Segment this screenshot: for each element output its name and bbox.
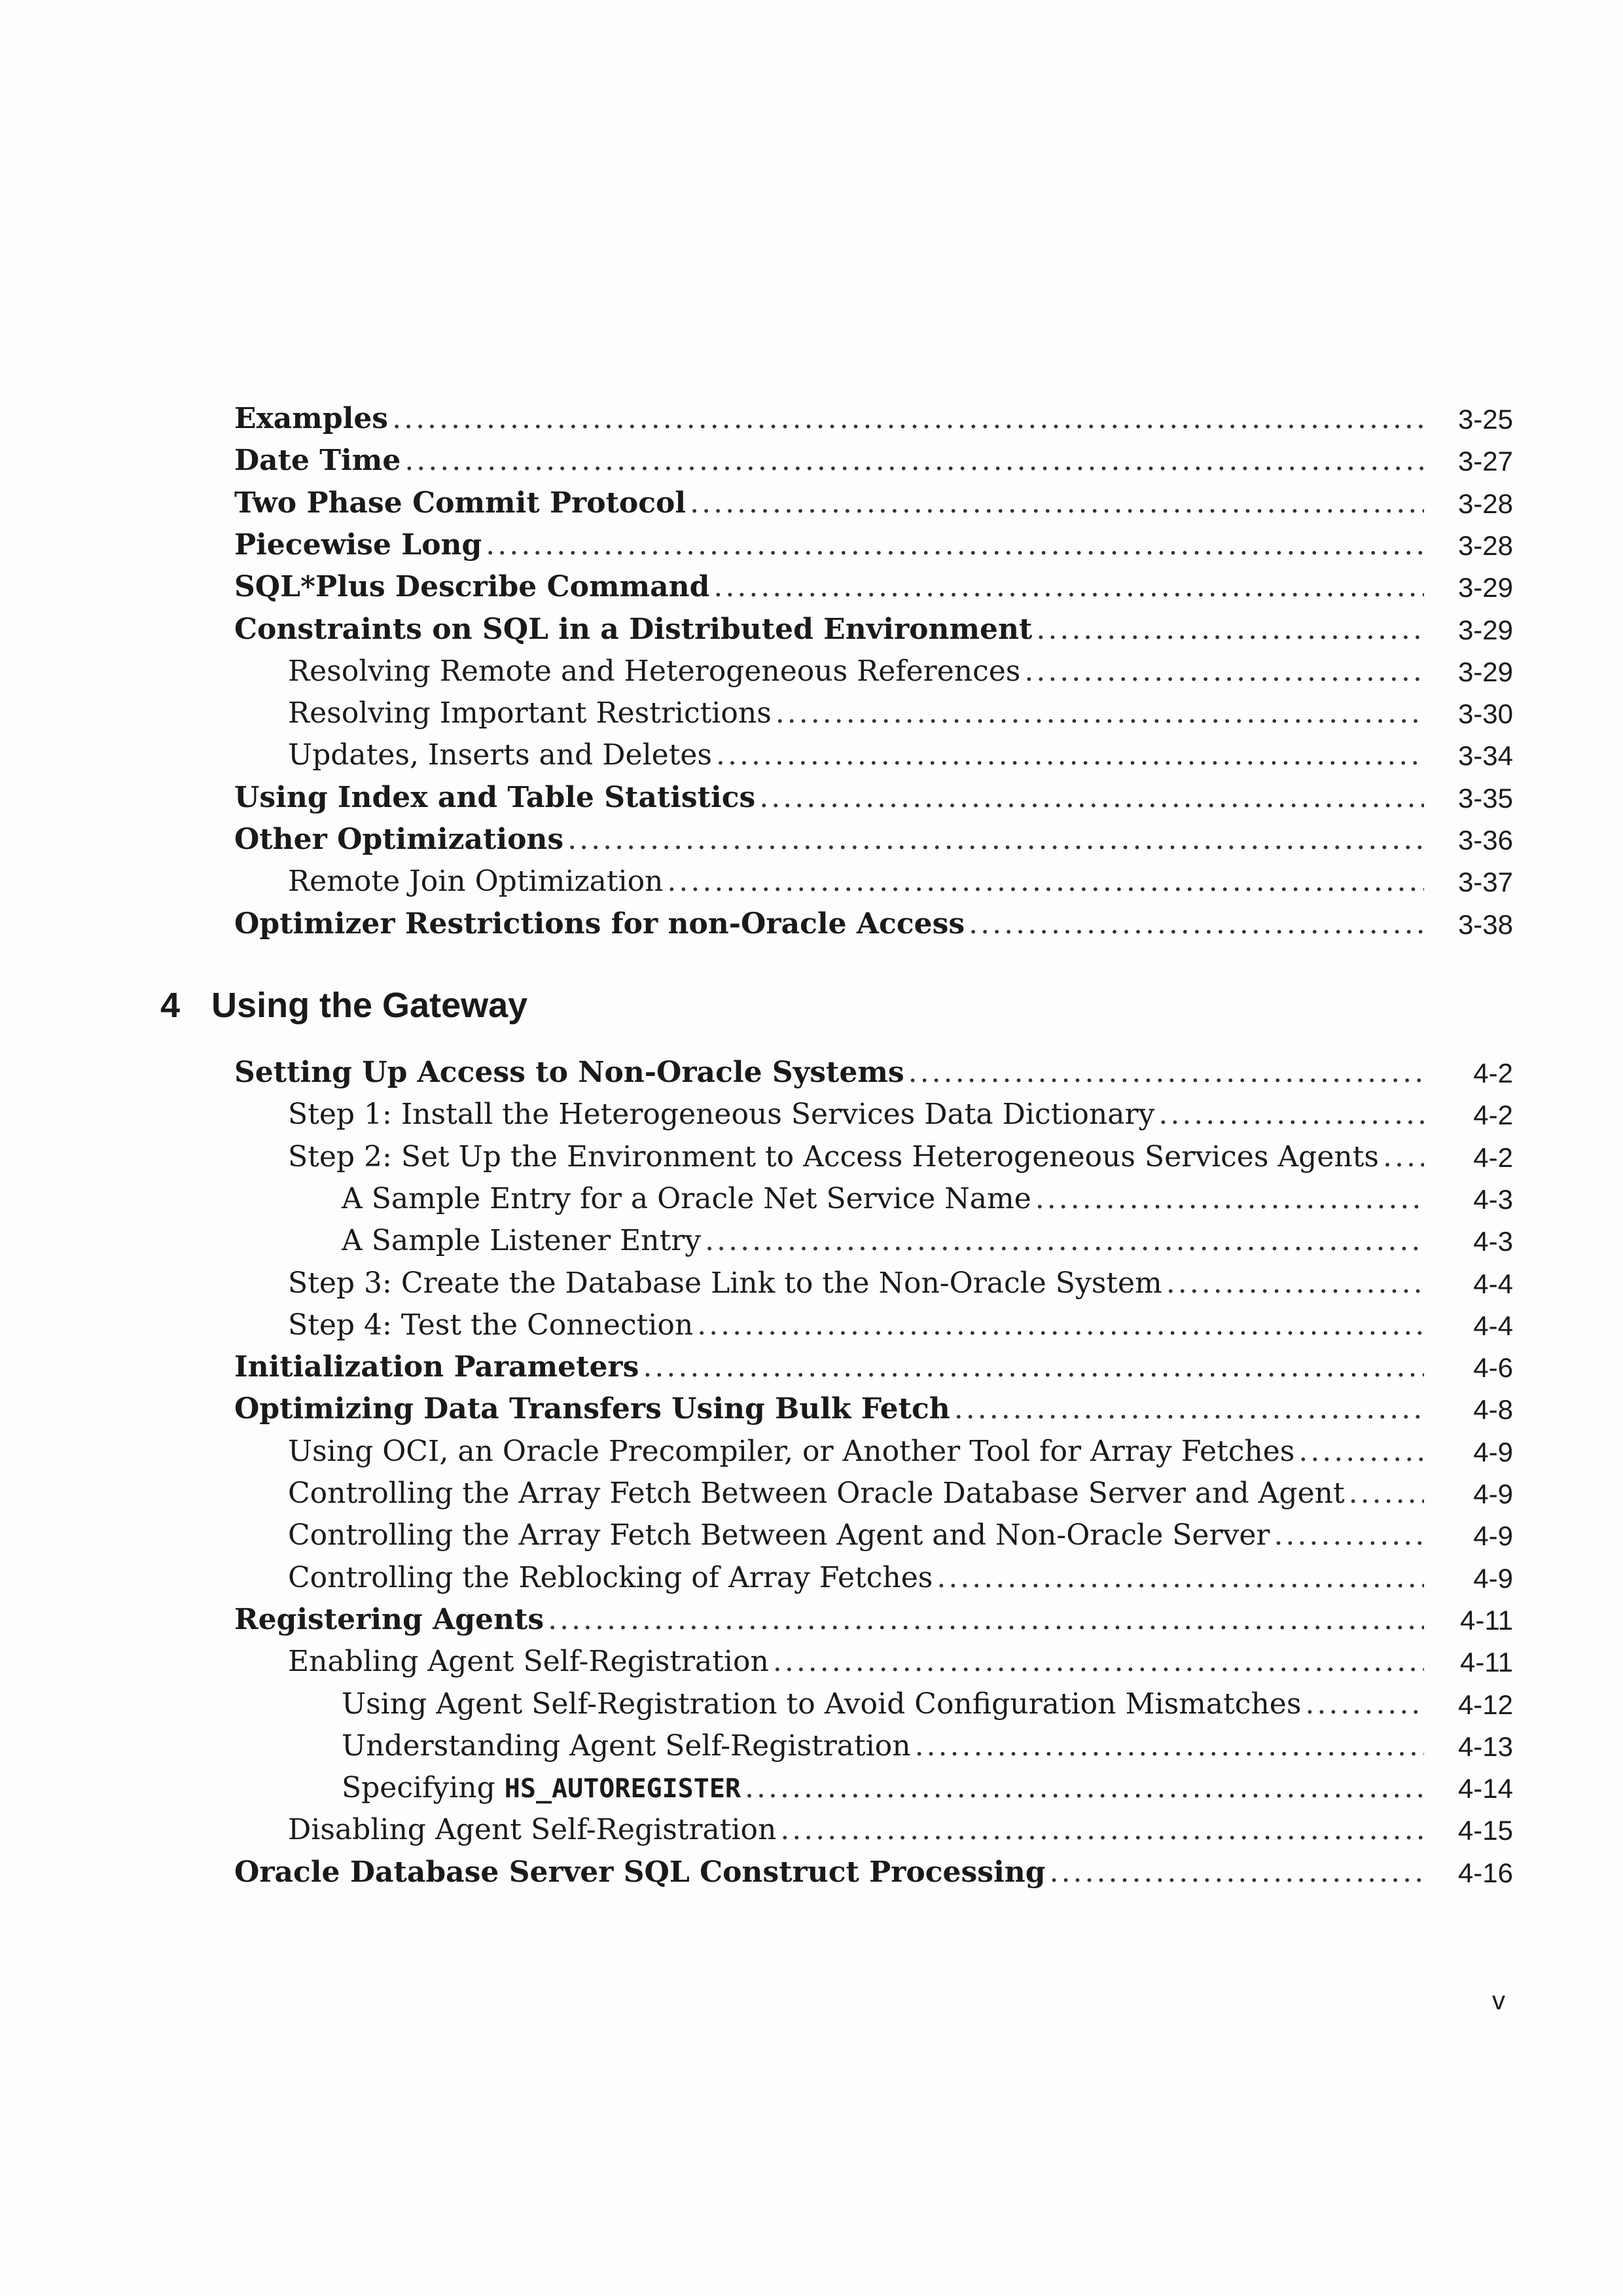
dot-leader <box>969 910 1424 939</box>
toc-entry-page: 3-37 <box>1457 867 1513 898</box>
toc-entry[interactable] <box>342 1761 1513 1803</box>
toc-entry[interactable] <box>234 433 1513 478</box>
toc-entry[interactable] <box>342 1172 1513 1213</box>
toc-entry-title: Date Time <box>234 444 401 478</box>
toc-entry-page: 4-2 <box>1473 1141 1513 1173</box>
toc-entry[interactable] <box>288 1508 1513 1550</box>
toc-entry-title: Two Phase Commit Protocol <box>234 486 687 520</box>
toc-entry-page: 4-2 <box>1473 1100 1513 1131</box>
toc-entry-page: 4-9 <box>1473 1436 1513 1467</box>
toc-entry-page: 3-28 <box>1457 488 1513 519</box>
toc-entry-title: Step 3: Create the Database Link to the Non-Oracle System <box>288 1266 1162 1300</box>
dot-leader <box>404 446 1424 475</box>
toc-entry-title: SQL*Plus Describe Command <box>234 570 710 604</box>
dot-leader <box>954 1395 1424 1424</box>
toc-entry-page: 4-11 <box>1460 1647 1513 1678</box>
dot-leader <box>392 404 1424 433</box>
toc-entry[interactable] <box>288 1130 1513 1172</box>
dot-leader <box>780 1816 1424 1844</box>
toc-entry-page: 4-14 <box>1457 1773 1513 1804</box>
toc-entry-title: Constraints on SQL in a Distributed Environment <box>234 612 1033 646</box>
toc-entry-title: Resolving Remote and Heterogeneous References <box>288 654 1021 688</box>
toc-entry-page: 4-11 <box>1460 1604 1513 1636</box>
toc-entry-title: Using OCI, an Oracle Precompiler, or Another Tool for Array Fetches <box>288 1434 1295 1468</box>
dot-leader <box>713 573 1424 601</box>
dot-leader <box>690 489 1424 518</box>
toc-entry[interactable] <box>288 1256 1513 1298</box>
toc-entry-title: Other Optimizations <box>234 823 564 856</box>
toc-entry-page: 4-13 <box>1457 1731 1513 1762</box>
toc-entry-title: Resolving Important Restrictions <box>288 696 772 730</box>
toc-entry-page: 4-4 <box>1473 1268 1513 1299</box>
dot-leader <box>908 1058 1424 1087</box>
page-number: v <box>1492 1986 1505 2015</box>
toc-entry-title: Controlling the Array Fetch Between Agent and Non-Oracle Server <box>288 1518 1270 1552</box>
toc-entry-title: Step 1: Install the Heterogeneous Services Data Dictionary <box>288 1098 1155 1132</box>
chapter-heading <box>160 985 527 1026</box>
dot-leader <box>548 1605 1424 1634</box>
toc-entry-title: Disabling Agent Self-Registration <box>288 1813 777 1847</box>
toc-entry-page: 3-25 <box>1457 404 1513 435</box>
dot-leader <box>773 1647 1424 1676</box>
toc-entry-title: Registering Agents <box>234 1602 544 1636</box>
toc-entry[interactable] <box>234 391 1513 433</box>
toc-entry-title: Examples <box>234 402 389 435</box>
toc-entry-page: 3-28 <box>1457 529 1513 561</box>
dot-leader <box>716 741 1424 770</box>
toc-entry[interactable] <box>288 728 1513 770</box>
toc-entry-title: Step 2: Set Up the Environment to Access Heterogeneous Services Agents <box>288 1139 1379 1174</box>
dot-leader <box>776 699 1424 728</box>
dot-leader <box>567 825 1424 854</box>
dot-leader <box>1024 657 1424 686</box>
toc-entry[interactable] <box>342 1213 1513 1258</box>
code-term: HS_AUTOREGISTER <box>504 1774 741 1804</box>
dot-leader <box>697 1311 1424 1340</box>
toc-entry-title: Optimizer Restrictions for non-Oracle Access <box>234 906 965 941</box>
toc-entry-title: Enabling Agent Self-Registration <box>288 1645 769 1679</box>
toc-entry-title: Oracle Database Server SQL Construct Processing <box>234 1855 1046 1889</box>
toc-entry-title: Controlling the Reblocking of Array Fetches <box>288 1560 933 1594</box>
dot-leader <box>1036 615 1424 644</box>
toc-entry[interactable] <box>288 644 1513 686</box>
toc-entry-title: A Sample Listener Entry <box>342 1224 702 1258</box>
toc-entry-title: Updates, Inserts and Deletes <box>288 738 712 772</box>
toc-entry-page: 4-12 <box>1457 1689 1513 1720</box>
toc-entry-title: Setting Up Access to Non-Oracle Systems <box>234 1056 904 1089</box>
dot-leader <box>1349 1479 1424 1508</box>
toc-entry-title: A Sample Entry for a Oracle Net Service Name <box>342 1181 1031 1215</box>
toc-entry[interactable] <box>234 1845 1513 1887</box>
dot-leader <box>1274 1521 1424 1550</box>
dot-leader <box>1305 1690 1424 1719</box>
dot-leader <box>915 1732 1424 1761</box>
toc-entry-title: Piecewise Long <box>234 528 482 562</box>
dot-leader <box>1050 1858 1424 1887</box>
toc-entry-page: 4-16 <box>1457 1857 1513 1888</box>
toc-entry-page: 3-29 <box>1457 572 1513 603</box>
toc-entry[interactable] <box>342 1677 1513 1719</box>
toc-entry-title: Using Agent Self-Registration to Avoid Configuration Mismatches <box>342 1687 1302 1721</box>
toc-entry[interactable] <box>234 1592 1513 1634</box>
dot-leader <box>705 1227 1424 1255</box>
toc-entry-title: Using Index and Table Statistics <box>234 780 756 814</box>
toc-entry[interactable] <box>234 1045 1513 1087</box>
toc-entry-page: 4-9 <box>1473 1479 1513 1509</box>
toc-entry[interactable] <box>234 897 1513 939</box>
toc-entry[interactable] <box>234 560 1513 604</box>
toc-entry-page: 4-3 <box>1473 1226 1513 1257</box>
dot-leader <box>1035 1185 1424 1213</box>
dot-leader <box>759 783 1424 812</box>
dot-leader <box>1158 1100 1424 1129</box>
dot-leader <box>643 1353 1424 1382</box>
toc-entry-title: Initialization Parameters <box>234 1350 639 1384</box>
toc-entry[interactable] <box>288 854 1513 899</box>
toc-entry-page: 4-9 <box>1473 1562 1513 1594</box>
toc-entry[interactable] <box>342 1719 1513 1761</box>
toc-entry-title: Controlling the Array Fetch Between Oracle Database Server and Agent <box>288 1477 1345 1510</box>
toc-entry[interactable] <box>288 1424 1513 1466</box>
toc-entry[interactable] <box>234 602 1513 644</box>
dot-leader <box>1383 1143 1424 1172</box>
toc-entry-page: 4-2 <box>1473 1058 1513 1088</box>
toc-entry[interactable] <box>288 686 1513 728</box>
toc-entry-page: 3-30 <box>1457 698 1513 730</box>
toc-entry-page: 3-29 <box>1457 614 1513 645</box>
toc-entry[interactable] <box>234 518 1513 560</box>
toc-entry[interactable] <box>234 476 1513 518</box>
toc-entry-page: 4-3 <box>1473 1183 1513 1215</box>
toc-entry-page: 4-9 <box>1473 1520 1513 1552</box>
dot-leader <box>486 531 1424 560</box>
toc-entry-page: 4-4 <box>1473 1310 1513 1341</box>
toc-entry-page: 3-27 <box>1457 446 1513 477</box>
toc-entry[interactable] <box>288 1298 1513 1340</box>
toc-entry-title: Remote Join Optimization <box>288 865 664 899</box>
dot-leader <box>1166 1269 1424 1298</box>
toc-entry-page: 4-8 <box>1473 1394 1513 1426</box>
dot-leader <box>936 1564 1424 1592</box>
toc-entry[interactable] <box>288 1087 1513 1132</box>
toc-entry-title: Specifying HS_AUTOREGISTER <box>342 1771 741 1805</box>
toc-entry-page: 4-15 <box>1457 1815 1513 1846</box>
toc-entry[interactable] <box>234 812 1513 854</box>
toc-entry-page: 3-38 <box>1457 908 1513 940</box>
chapter-number: 4 <box>160 986 181 1025</box>
dot-leader <box>1298 1437 1424 1466</box>
toc-entry-page: 4-6 <box>1473 1352 1513 1384</box>
toc-entry-title: Optimizing Data Transfers Using Bulk Fetch <box>234 1392 950 1426</box>
toc-entry-page: 3-36 <box>1457 825 1513 855</box>
toc-entry[interactable] <box>288 1803 1513 1847</box>
chapter-title: Using the Gateway <box>211 986 528 1025</box>
toc-entry-page: 3-29 <box>1457 656 1513 687</box>
toc-entry-title: Step 4: Test the Connection <box>288 1308 694 1342</box>
toc-entry-page: 3-34 <box>1457 740 1513 772</box>
toc-entry[interactable] <box>288 1466 1513 1508</box>
toc-entry[interactable] <box>234 1340 1513 1382</box>
toc-entry[interactable] <box>288 1634 1513 1679</box>
toc-entry-title: Understanding Agent Self-Registration <box>342 1729 911 1763</box>
toc-entry[interactable] <box>234 770 1513 812</box>
dot-leader <box>667 867 1424 896</box>
dot-leader <box>745 1774 1424 1803</box>
toc-entry-page: 3-35 <box>1457 782 1513 814</box>
toc-entry[interactable] <box>288 1551 1513 1592</box>
toc-entry[interactable] <box>234 1382 1513 1424</box>
